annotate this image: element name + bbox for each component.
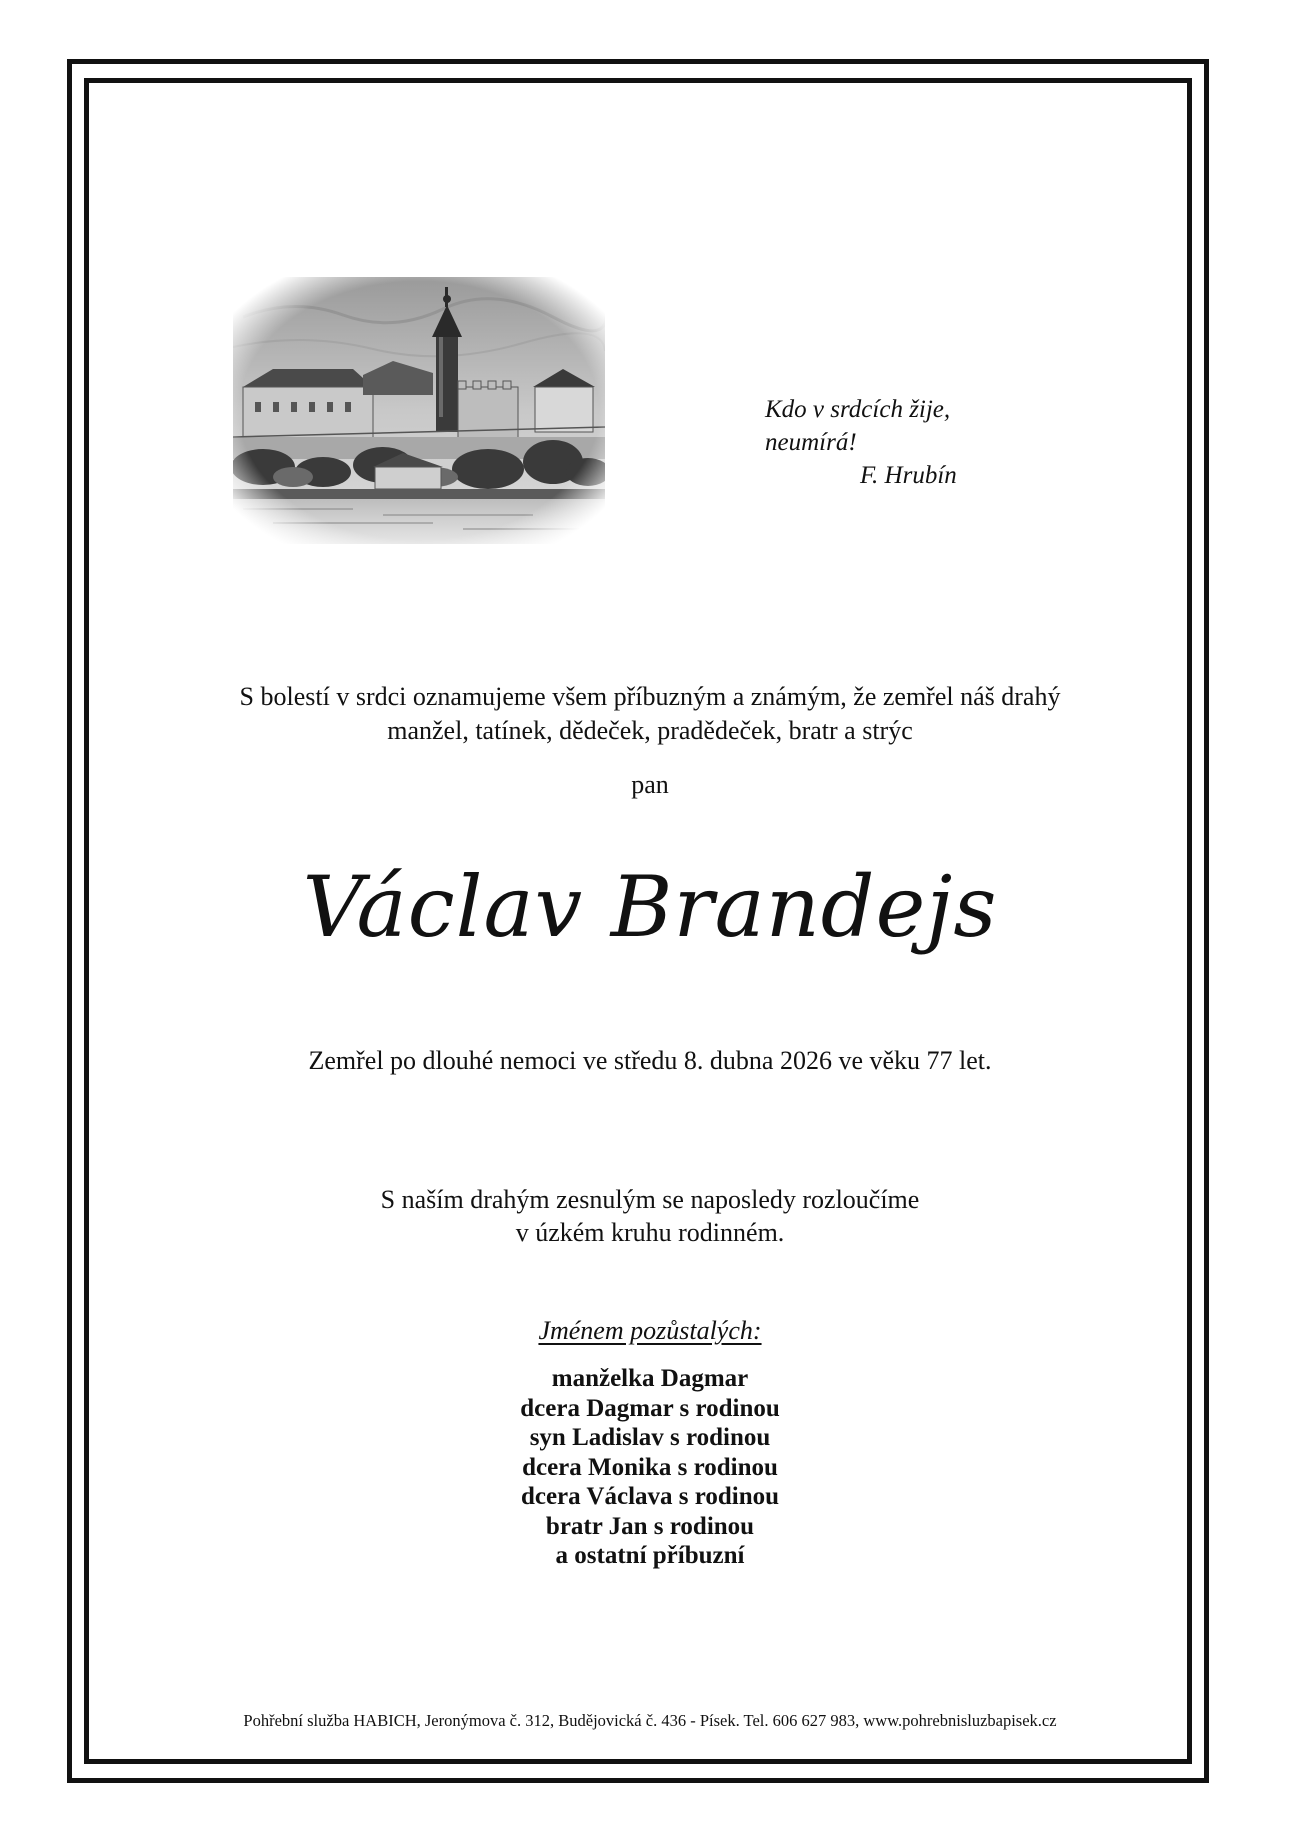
announcement-line-1: S bolestí v srdci oznamujeme všem příbuzným a známým, že zemřel náš drahý <box>239 682 1061 711</box>
motto-author: F. Hrubín <box>860 462 957 489</box>
survivor-item: manželka Dagmar <box>551 1365 749 1392</box>
survivor-item: a ostatní příbuzní <box>555 1542 745 1569</box>
announcement <box>100 680 1200 748</box>
funeral-service-footer: Pohřební služba HABICH, Jeronýmova č. 312, Budějovická č. 436 - Písek. Tel. 606 627 983, www.pohrebnisluzbapisek.cz <box>243 1711 1057 1730</box>
survivors-list <box>100 1364 1200 1571</box>
farewell-notice <box>100 1183 1200 1249</box>
farewell-line-1: S naším drahým zesnulým se naposledy rozloučíme <box>380 1185 920 1214</box>
motto-quote <box>765 393 1095 492</box>
honorific: pan <box>631 770 669 799</box>
survivors-heading: Jménem pozůstalých: <box>538 1316 762 1345</box>
survivor-item: bratr Jan s rodinou <box>545 1512 755 1540</box>
survivor-item: dcera Dagmar s rodinou <box>520 1394 780 1422</box>
farewell-line-2: v úzkém kruhu rodinném. <box>515 1218 785 1247</box>
deceased-name: Václav Brandejs <box>302 858 998 956</box>
survivor-item: dcera Václava s rodinou <box>520 1483 780 1510</box>
survivor-item: dcera Monika s rodinou <box>522 1453 778 1481</box>
town-sketch-icon <box>233 277 605 544</box>
survivor-item: syn Ladislav s rodinou <box>529 1424 771 1451</box>
motto-line-2: neumírá! <box>765 429 857 456</box>
motto-line-1: Kdo v srdcích žije, <box>765 396 951 423</box>
death-notice: Zemřel po dlouhé nemoci ve středu 8. dubna 2026 ve věku 77 let. <box>308 1046 992 1075</box>
announcement-line-2: manžel, tatínek, dědeček, pradědeček, bratr a strýc <box>387 716 913 745</box>
